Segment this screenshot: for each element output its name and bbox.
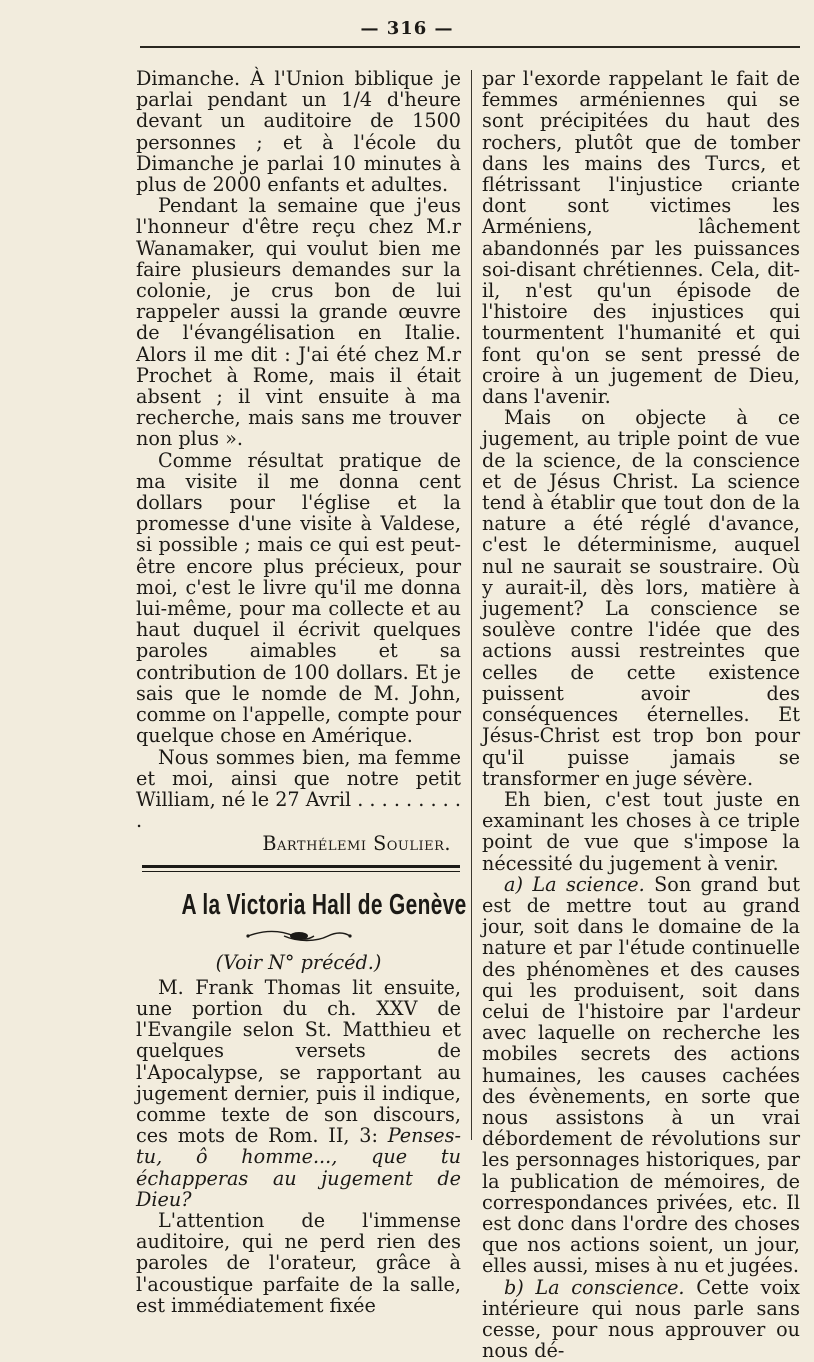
column-divider: [471, 70, 472, 1140]
article-paragraph: [482, 874, 800, 1277]
letter-paragraph: Comme résultat pratique de ma visite il me donna cent dollars pour l'église et la promesse d'une visite à Valdese, si possible ; mais ce qui est peut-être encore plus précieux, pour moi, c'est le livre qu'il me donna lui-même, pour ma collecte et au haut duquel il écrivit quelques paroles aimables et sa contribution de 100 dollars. Et je sais que le nomde de M. John, comme on l'appelle, compte pour quelque chose en Amérique.: [136, 448, 461, 748]
article-paragraph: Eh bien, c'est tout juste en examinant les choses à ce triple point de vue que s'impose la nécessité du jugement à venir.: [482, 787, 800, 875]
section-rule-thin: [142, 871, 460, 872]
article-paragraph: par l'exorde rappelant le fait de femmes arméniennes qui se sont précipitées du haut des rochers, plutôt que de tomber dans les mains des Turcs, et flétrissant l'injustice criante dont sont victimes les Arméniens, lâchement abandonnés par les puissances soi-disant chrétiennes. Cela, dit-il, n'est qu'un épisode de l'histoire des injustices qui tourmentent l'humanité et qui font qu'on se sent pressé de croire à un jugement de Dieu, dans l'avenir.: [482, 67, 800, 409]
page-number: — 316 —: [360, 18, 454, 39]
right-column: [482, 68, 800, 1361]
left-column: [136, 67, 467, 1317]
article-paragraph-text: Son grand but est de mettre tout au grand jour, soit dans le domaine de la nature et par l'étude continuelle des phénomènes et des causes qui les produisent, soit dans celui de l'histoire par l'ardeur avec laquelle on recherche les mobiles secrets des actions humaines, les causes cachées des évènements, en sorte que nous assistons à un vrai débordement de révolutions sur les personnages historiques, par la publication de mémoires, de correspondances privées, etc. Il est donc dans l'ordre des choses que nos actions soient, un jour, elles aussi, mises à nu et jugées.: [482, 872, 800, 1278]
article-paragraph-text: Cette voix intérieure qui nous parle sans cesse, pour nous approuver ou nous dé-: [482, 1275, 801, 1362]
article-paragraph: L'attention de l'immense auditoire, qui ne perd rien des paroles de l'orateur, grâce à l'acoustique parfaite de la salle, est immédiatement fixée: [136, 1208, 461, 1317]
section-rule-thick: [142, 865, 460, 868]
article-title: A la Victoria Hall de Genève: [181, 888, 467, 921]
signature: Barthélemi Soulier.: [262, 832, 451, 856]
header-rule: [140, 46, 800, 48]
article-paragraph: [136, 977, 461, 1210]
article-paragraph: Mais on objecte à ce jugement, au triple point de vue de la science, de la conscience et de Jésus Christ. La science tend à établir que tout don de la nature a été réglé d'avance, c'est le déterminisme, auquel nul ne saurait se soustraire. Où y aurait-il, dès lors, matière à jugement? La conscience se soulève contre l'idée que des actions aussi restreintes que celles de cette existence puissent avoir des conséquences éternelles. Et Jésus-Christ est trop bon pour qu'il puisse jamais se transformer en juge sévère.: [482, 406, 800, 790]
point-label: a) La science.: [504, 872, 645, 896]
letter-paragraph: Dimanche. À l'Union biblique je parlai pendant un 1/4 d'heure devant un auditoire de 1500 personnes ; et à l'école du Dimanche je parlai 10 minutes à plus de 2000 enfants et adultes.: [136, 67, 461, 197]
point-label: b) La conscience.: [504, 1275, 685, 1299]
letter-paragraph: Nous sommes bien, ma femme et moi, ainsi que notre petit William, né le 27 Avril . . . . . . . . . .: [136, 745, 461, 833]
reference-note: (Voir N° précéd.): [215, 950, 382, 974]
scripture-quote: Penses-tu, ô homme..., que tu échapperas au jugement de Dieu?: [136, 1124, 461, 1211]
article-paragraph-text: M. Frank Thomas lit ensuite, une portion du ch. XXV de l'Evangile selon St. Matthieu et quelques versets de l'Apocalypse, se rapportant au jugement dernier, puis il indique, comme texte de son discours, ces mots de Rom. II, 3:: [136, 975, 461, 1148]
letter-paragraph: Pendant la semaine que j'eus l'honneur d'être reçu chez M.r Wanamaker, qui voulut bien me faire plusieurs demandes sur la colonie, je crus bon de lui rappeler aussi la grande œuvre de l'évangélisation en Italie. Alors il me dit : J'ai été chez M.r Prochet à Rome, mais il était absent ; il vint ensuite à ma recherche, mais sans me trouver non plus ».: [136, 194, 461, 451]
ornament-flourish-icon: [244, 928, 354, 944]
article-paragraph: [482, 1277, 800, 1362]
